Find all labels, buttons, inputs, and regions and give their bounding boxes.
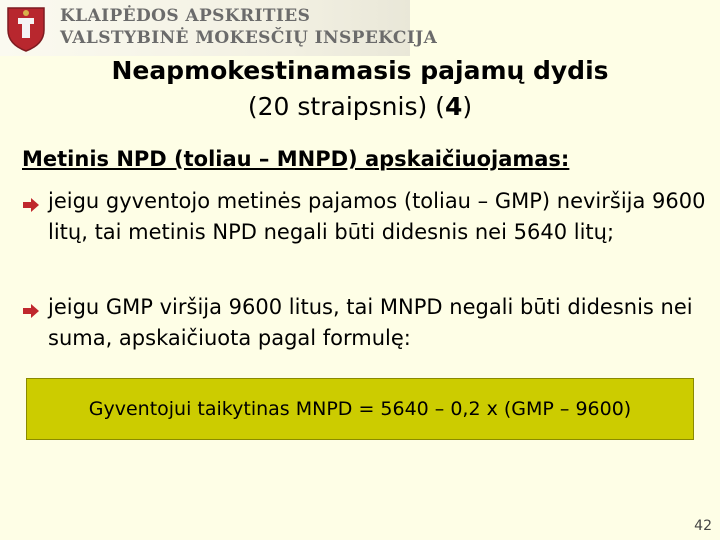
arrow-bullet-icon xyxy=(22,303,40,319)
header-band xyxy=(0,0,438,56)
slide-title: Neapmokestinamasis pajamų dydis xyxy=(111,56,609,85)
coat-of-arms-icon xyxy=(4,4,48,52)
formula-text: Gyventojui taikytinas MNPD = 5640 – 0,2 x (GMP – 9600) xyxy=(88,398,632,420)
formula-box xyxy=(26,378,694,440)
subtitle-number: 4 xyxy=(444,92,463,121)
org-name-line2: VALSTYBINĖ MOKESČIŲ INSPEKCIJA xyxy=(60,28,438,48)
lead-heading: Metinis NPD (toliau – MNPD) apskaičiuojamas: xyxy=(22,147,570,171)
subtitle-suffix: ) xyxy=(462,92,473,121)
subtitle-prefix: (20 straipsnis) ( xyxy=(247,92,445,121)
slide-subtitle xyxy=(0,92,720,121)
org-name-line1: KLAIPĖDOS APSKRITIES xyxy=(60,6,311,26)
bullet-text: jeigu GMP viršija 9600 litus, tai MNPD negali būti didesnis nei suma, apskaičiuota pagal formulę: xyxy=(48,295,693,350)
page-number: 42 xyxy=(694,518,712,534)
arrow-bullet-icon xyxy=(22,197,40,213)
bullet-text: jeigu gyventojo metinės pajamos (toliau – GMP) neviršija 9600 litų, tai metinis NPD negali būti didesnis nei 5640 litų; xyxy=(48,189,706,244)
